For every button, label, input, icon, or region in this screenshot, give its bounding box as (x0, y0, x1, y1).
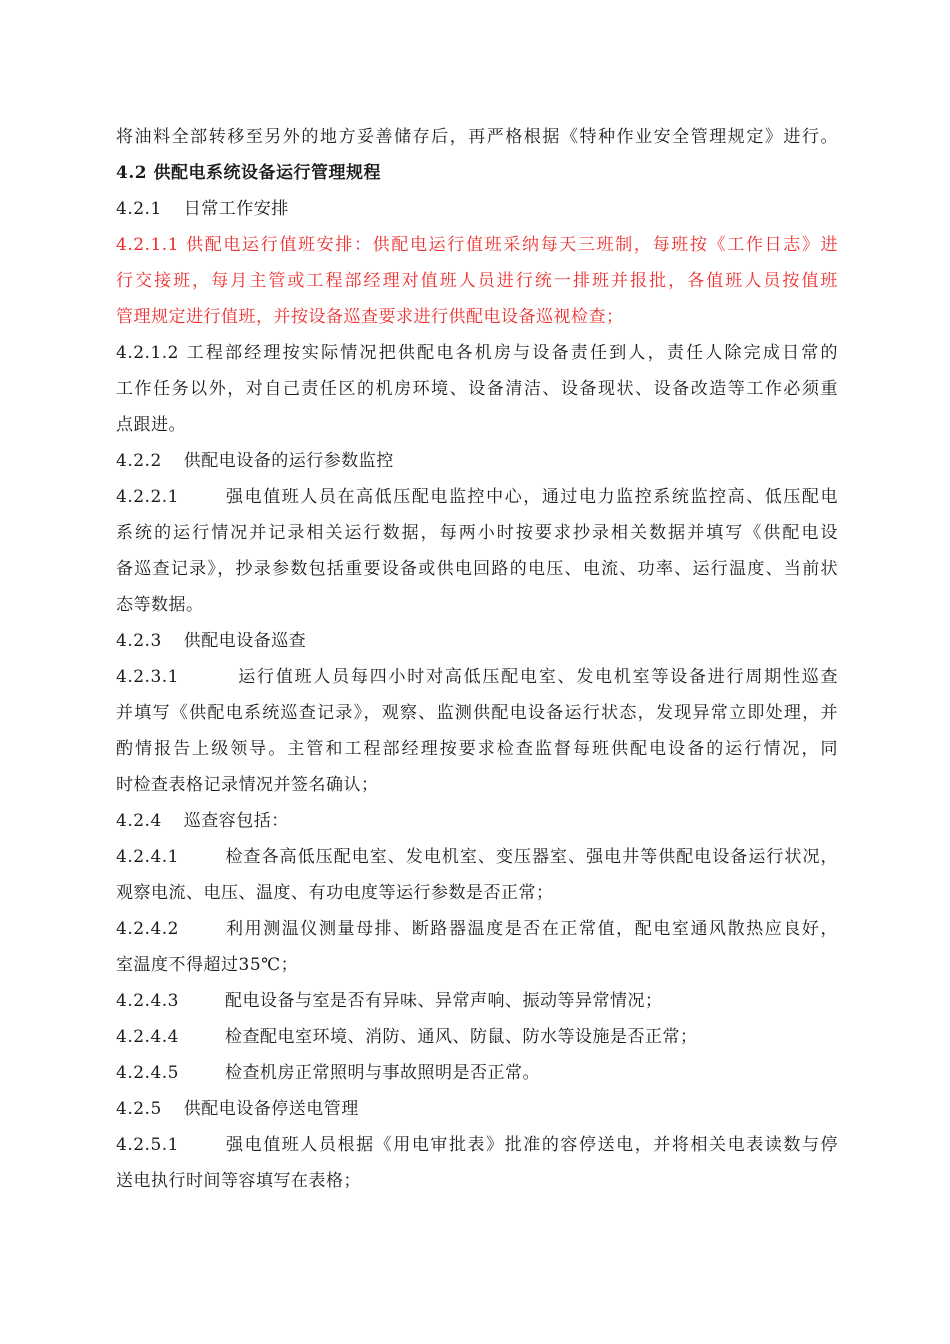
document-body (116, 119, 838, 1199)
section-number: 4.2.4.5 (116, 1063, 179, 1083)
paragraph-4-2-4-1-line2: 观察电流、电压、温度、有功电度等运行参数是否正常； (116, 883, 554, 903)
section-number: 4.2.2.1 (116, 487, 179, 507)
paragraph-4-2-2-1-line3: 备巡查记录》，抄录参数包括重要设备或供电回路的电压、电流、功率、运行温度、当前状 (116, 559, 838, 579)
subsection-4-2-5 (116, 1091, 838, 1127)
paragraph-4-2-5-1-line1: 4.2.5.1 强电值班人员根据《用电审批表》批准的容停送电，并将相关电表读数与停 (116, 1127, 838, 1163)
section-number: 4.2.4.2 (116, 919, 179, 939)
paragraph-4-2-1-1-line2: 行交接班，每月主管或工程部经理对值班人员进行统一排班并报批，各值班人员按值班 (116, 271, 838, 291)
subsection-4-2-1 (116, 191, 838, 227)
paragraph-4-2-4-2-line2: 室温度不得超过35℃； (116, 955, 299, 975)
paragraph-4-2-2-1-line2: 系统的运行情况并记录相关运行数据，每两小时按要求抄录相关数据并填写《供配电设 (116, 523, 838, 543)
paragraph-4-2-2-1-line1: 4.2.2.1 强电值班人员在高低压配电监控中心，通过电力监控系统监控高、低压配电 (116, 479, 838, 515)
section-number: 4.2.1 (116, 199, 162, 219)
section-number: 4.2.4.1 (116, 847, 179, 867)
section-title: 供配电设备巡查 (183, 631, 307, 651)
section-heading-4-2: 4.2 供配电系统设备运行管理规程 (116, 163, 381, 183)
section-title: 日常工作安排 (183, 199, 289, 219)
paragraph-4-2-2-1-line4: 态等数据。 (116, 595, 204, 615)
paragraph-4-2-3-1-line3: 酌情报告上级领导。主管和工程部经理按要求检查监督每班供配电设备的运行情况，同 (116, 739, 838, 759)
paragraph-4-2-1-1-line3: 管理规定进行值班，并按设备巡查要求进行供配电设备巡视检查； (116, 307, 624, 327)
section-number: 4.2.4.4 (116, 1027, 179, 1047)
section-number: 4.2.4 (116, 811, 162, 831)
paragraph-4-2-4-5: 4.2.4.5 检查机房正常照明与事故照明是否正常。 (116, 1055, 838, 1091)
paragraph-4-2-4-1-line1: 4.2.4.1 检查各高低压配电室、发电机室、变压器室、强电井等供配电设备运行状况， (116, 839, 838, 875)
section-number: 4.2.1.2 (116, 343, 179, 363)
section-number: 4.2.2 (116, 451, 162, 471)
section-number: 4.2.5.1 (116, 1135, 179, 1155)
section-number: 4.2.3 (116, 631, 162, 651)
paragraph-4-2-4-3: 4.2.4.3 配电设备与室是否有异味、异常声响、振动等异常情况； (116, 983, 838, 1019)
paragraph-4-2-4-4: 4.2.4.4 检查配电室环境、消防、通风、防鼠、防水等设施是否正常； (116, 1019, 838, 1055)
paragraph-4-2-1-1-line1: 4.2.1.1 供配电运行值班安排：供配电运行值班采纳每天三班制，每班按《工作日志》进 (116, 227, 838, 263)
paragraph-4-2-3-1-line2: 并填写《供配电系统巡查记录》，观察、监测供配电设备运行状态，发现异常立即处理，并 (116, 703, 838, 723)
paragraph-4-2-1-2-line2: 工作任务以外，对自己责任区的机房环境、设备清洁、设备现状、设备改造等工作必须重 (116, 379, 838, 399)
section-number: 4.2.4.3 (116, 991, 179, 1011)
paragraph-4-2-3-1-line1: 4.2.3.1 运行值班人员每四小时对高低压配电室、发电机室等设备进行周期性巡查 (116, 659, 838, 695)
section-number: 4.2.1.1 (116, 235, 179, 255)
section-number: 4.2.5 (116, 1099, 162, 1119)
paragraph-4-2-1-2-line1: 4.2.1.2 工程部经理按实际情况把供配电各机房与设备责任到人，责任人除完成日常的 (116, 335, 838, 371)
paragraph-4-2-1-2-line3: 点跟进。 (116, 415, 186, 435)
subsection-4-2-3 (116, 623, 838, 659)
intro-line: 将油料全部转移至另外的地方妥善储存后，再严格根据《特种作业安全管理规定》进行。 (116, 127, 838, 147)
paragraph-4-2-3-1-line4: 时检查表格记录情况并签名确认； (116, 775, 379, 795)
subsection-4-2-4 (116, 803, 838, 839)
paragraph-4-2-5-1-line2: 送电执行时间等容填写在表格； (116, 1171, 361, 1191)
section-title: 供配电设备的运行参数监控 (183, 451, 394, 471)
section-title: 巡查容包括： (183, 811, 289, 831)
section-number: 4.2.3.1 (116, 667, 179, 687)
paragraph-4-2-4-2-line1: 4.2.4.2 利用测温仪测量母排、断路器温度是否在正常值，配电室通风散热应良好， (116, 911, 838, 947)
section-title: 供配电设备停送电管理 (183, 1099, 359, 1119)
subsection-4-2-2 (116, 443, 838, 479)
